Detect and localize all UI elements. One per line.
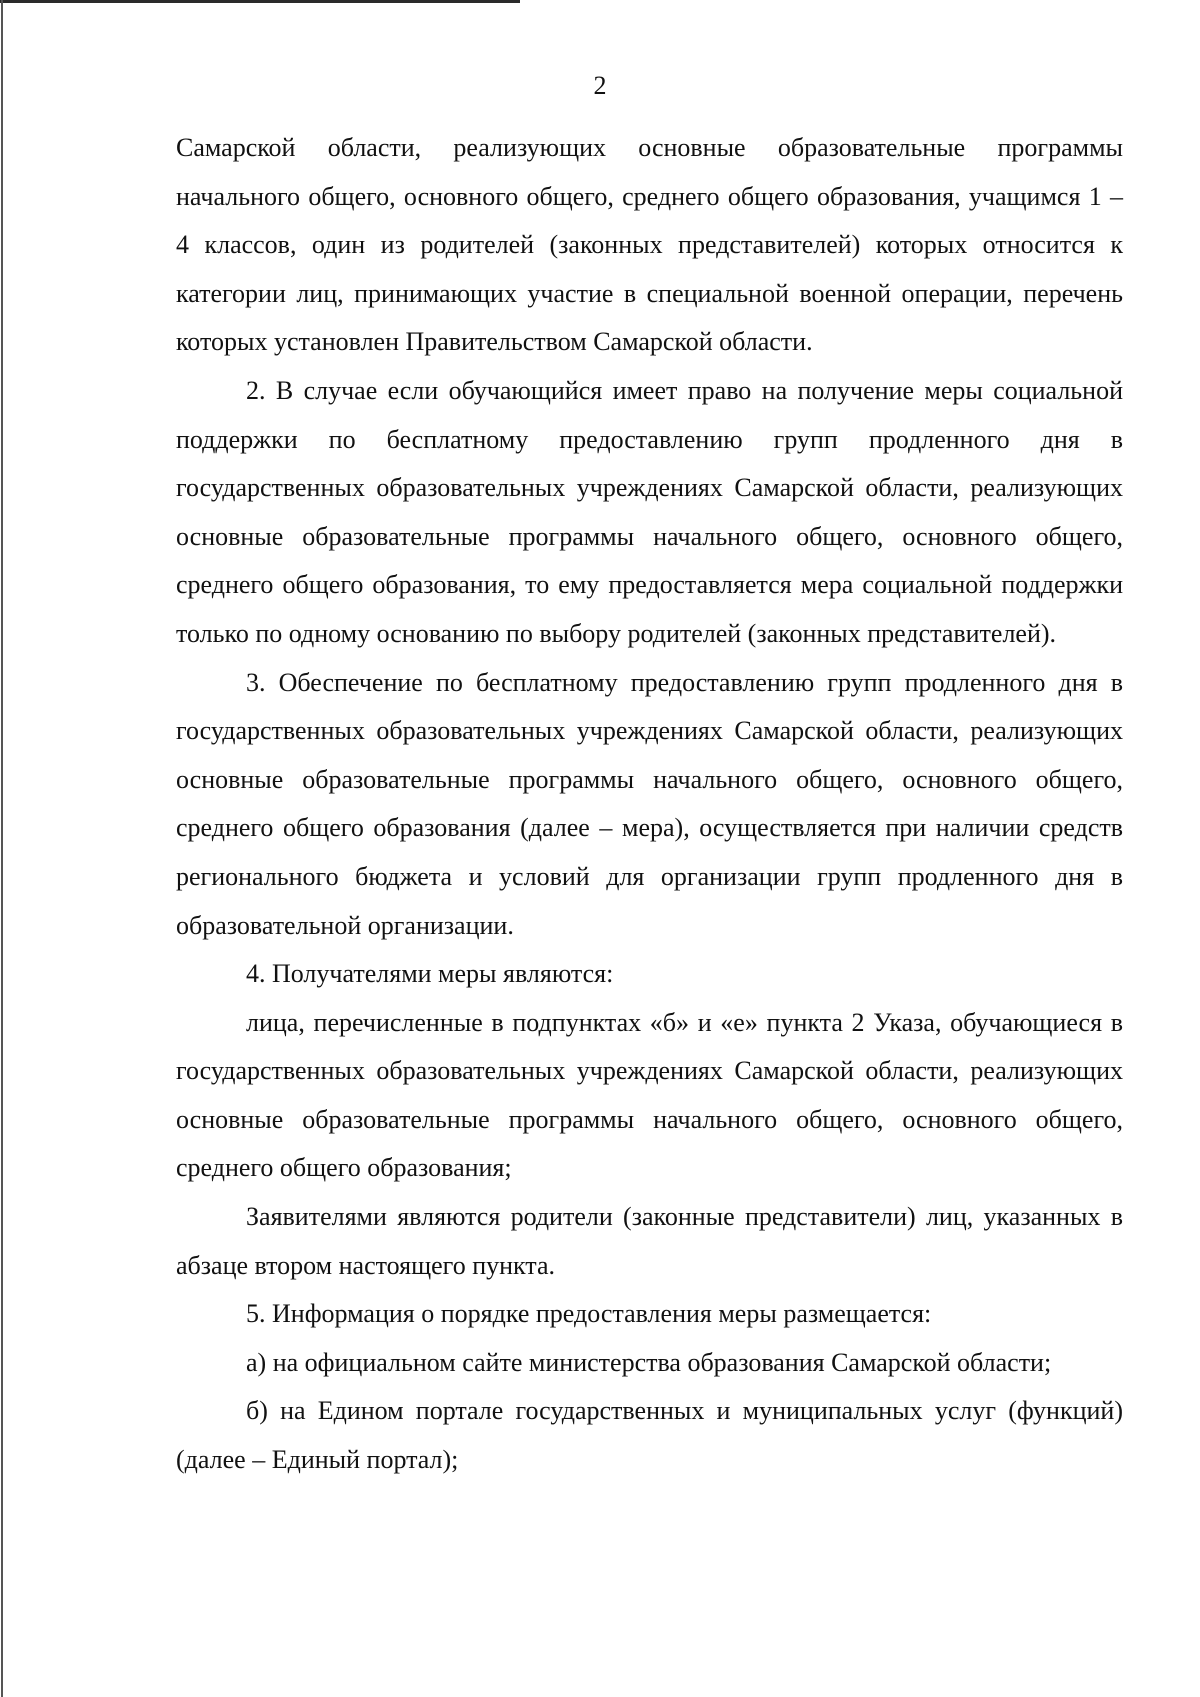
paragraph-item-5b: б) на Едином портале государственных и муниципальных услуг (функций) (далее – Единый портал); [176,1396,1123,1475]
paragraph-item-3: 3. Обеспечение по бесплатному предоставлению групп продленного дня в государственных образовательных учреждениях Самарской области, реализующих основные образовательные программы начального общего, основного общего, среднего общего образования (далее – мера), осуществляется при наличии средств регионального бюджета и условий для организации групп продленного дня в образовательной организации. [176,667,1123,940]
paragraph-item-5a: а) на официальном сайте министерства образования Самарской области; [246,1347,1052,1377]
scan-border-top [0,0,520,3]
document-body [176,124,1123,1485]
page-number: 2 [593,71,607,100]
paragraph-applicants: Заявителями являются родители (законные представители) лиц, указанных в абзаце втором настоящего пункта. [176,1202,1123,1280]
paragraph-continuation: Самарской области, реализующих основные образовательные программы начального общего, основного общего, среднего общего образования, учащимся 1 – 4 классов, один из родителей (законных представителей) которых относится к категории лиц, принимающих участие в специальной военной операции, перечень которых установлен Правительством Самарской области. [176,133,1123,357]
paragraph-item-4: 4. Получателями меры являются: [246,959,614,989]
paragraph-recipients: лица, перечисленные в подпунктах «б» и «е» пункта 2 Указа, обучающиеся в государственных образовательных учреждениях Самарской области, реализующих основные образовательные программы начального общего, основного общего, среднего общего образования; [176,1007,1123,1183]
paragraph-item-2: 2. В случае если обучающийся имеет право на получение меры социальной поддержки по бесплатному предоставлению групп продленного дня в государственных образовательных учреждениях Самарской области, реализующих основные образовательные программы начального общего, основного общего, среднего общего образования, то ему предоставляется мера социальной поддержки только по одному основанию по выбору родителей (законных представителей). [176,375,1123,648]
scan-border-left [1,0,3,1697]
paragraph-item-5: 5. Информация о порядке предоставления меры размещается: [246,1299,932,1329]
